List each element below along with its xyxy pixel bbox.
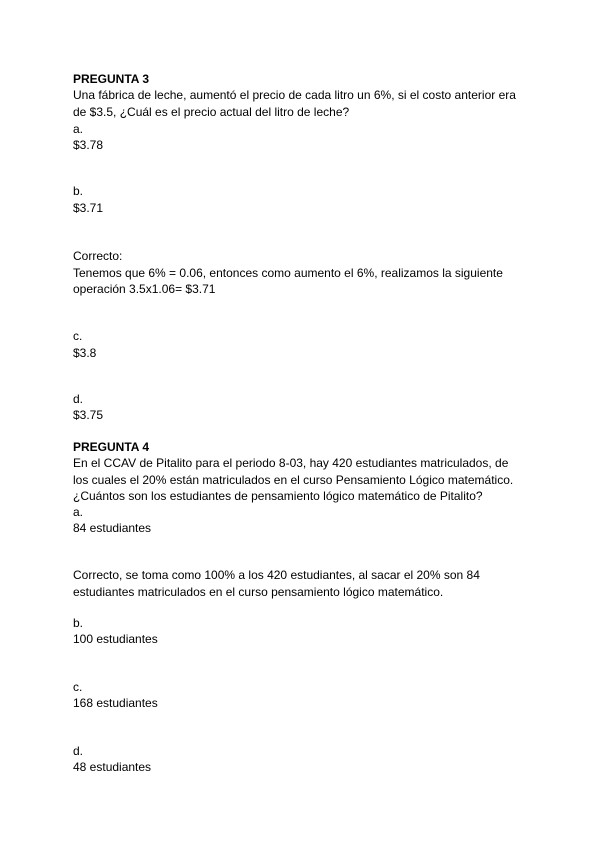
question-4-option-b-letter: b. xyxy=(73,616,84,630)
question-3-heading: PREGUNTA 3 xyxy=(73,72,150,86)
question-4-heading: PREGUNTA 4 xyxy=(73,440,150,454)
question-3-option-d-value: $3.75 xyxy=(73,408,104,422)
question-3-option-a-letter: a. xyxy=(73,122,84,136)
question-4-option-a-value: 84 estudiantes xyxy=(73,521,152,535)
question-4-text-line-3: ¿Cuántos son los estudiantes de pensamiento lógico matemático de Pitalito? xyxy=(73,489,483,503)
question-3-option-b-value: $3.71 xyxy=(73,201,104,215)
question-3-feedback-line-1: Tenemos que 6% = 0.06, entonces como aumento el 6%, realizamos la siguiente xyxy=(73,266,503,280)
question-3-text-line-1: Una fábrica de leche, aumentó el precio de cada litro un 6%, si el costo anterior era xyxy=(73,88,516,102)
question-4-option-c-value: 168 estudiantes xyxy=(73,696,158,710)
question-4-option-d-value: 48 estudiantes xyxy=(73,760,152,774)
question-3-option-c-value: $3.8 xyxy=(73,346,97,360)
question-4-option-c-letter: c. xyxy=(73,680,83,694)
question-3-option-d-letter: d. xyxy=(73,392,84,406)
question-4-option-b-value: 100 estudiantes xyxy=(73,632,158,646)
question-3-text-line-2: de $3.5, ¿Cuál es el precio actual del litro de leche? xyxy=(73,105,350,119)
question-3-option-a-value: $3.78 xyxy=(73,138,104,152)
question-3-feedback-line-2: operación 3.5x1.06= $3.71 xyxy=(73,282,216,296)
question-4-option-d-letter: d. xyxy=(73,744,84,758)
question-4-feedback-line-1: Correcto, se toma como 100% a los 420 estudiantes, al sacar el 20% son 84 xyxy=(73,568,480,582)
question-3-feedback-label: Correcto: xyxy=(73,249,123,263)
question-3-option-c-letter: c. xyxy=(73,329,83,343)
question-4-text-line-1: En el CCAV de Pitalito para el periodo 8-03, hay 420 estudiantes matriculados, de xyxy=(73,456,509,470)
question-4-option-a-letter: a. xyxy=(73,505,84,519)
question-4-feedback-line-2: estudiantes matriculados en el curso pensamiento lógico matemático. xyxy=(73,585,444,599)
question-4-text-line-2: los cuales el 20% están matriculados en el curso Pensamiento Lógico matemático. xyxy=(73,473,514,487)
question-3-option-b-letter: b. xyxy=(73,184,84,198)
